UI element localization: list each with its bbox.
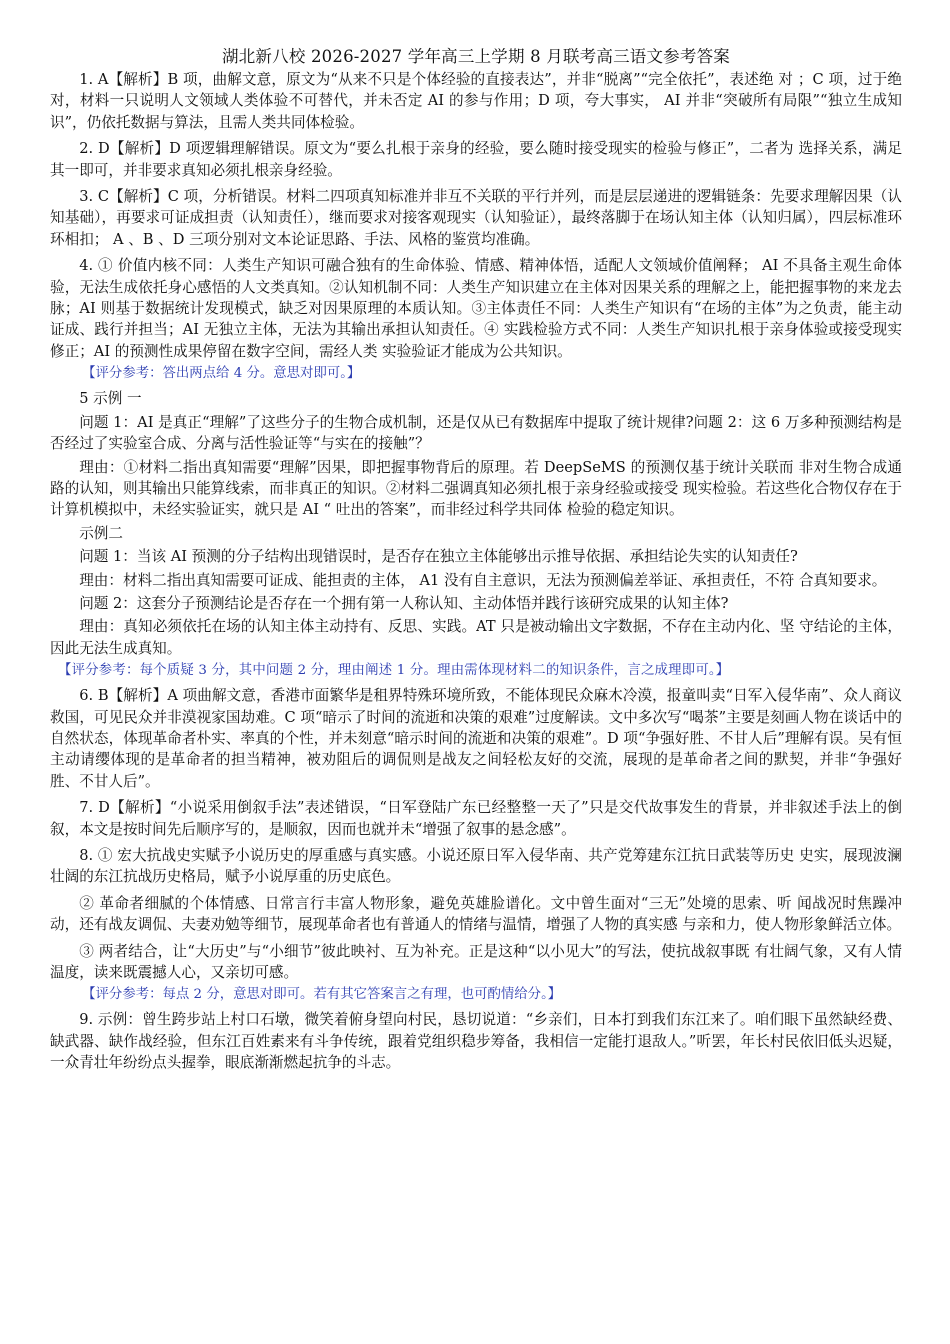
answer-5-ex2-question-1: 问题 1：当该 AI 预测的分子结构出现错误时，是否存在独立主体能够出示推导依据、承担结论失实的认知责任?	[79, 548, 798, 566]
scoring-note-8: 【评分参考：每点 2 分，意思对即可。若有其它答案言之有理，也可酌情给分。】	[82, 987, 562, 1003]
document-title: 湖北新八校 2026-2027 学年高三上学期 8 月联考高三语文参考答案	[222, 47, 730, 66]
answer-5-ex2-reason-1: 理由：材料二指出真知需要可证成、能担责的主体， A1 没有自主意识，无法为预测偏差举证、承担责任，不符 合真知要求。	[79, 571, 887, 589]
answer-8-point-1: 8. ① 宏大抗战史实赋予小说历史的厚重感与真实感。小说还原日军入侵华南、共产党筹建东江抗日武装等历史 史实，展现波澜壮阔的东江抗战历史格局，赋予小说厚重的历史底色。	[50, 847, 902, 886]
answer-5-heading: 5 示例 一	[79, 390, 142, 408]
answer-8-point-3: ③ 两者结合，让“大历史”与“小细节”彼此映衬、互为补充。正是这种“以小见大”的写法，使抗战叙事既 有壮阔气象，又有人情温度，读来既震撼人心，又亲切可感。	[50, 942, 902, 982]
answer-2: 2. D【解析】D 项逻辑理解错误。原文为“要么扎根于亲身的经验，要么随时接受现实的检验与修正”，二者为 选择关系，满足其一即可，并非要求真知必须扎根亲身经验。	[50, 140, 902, 179]
answer-6: 6. B【解析】A 项曲解文意，香港市面繁华是租界特殊环境所致，不能体现民众麻木冷漠，报童叫卖“日军入侵华南”、众人商议救国，可见民众并非漠视家国劫难。C 项“暗示了时间的流逝和决策的艰难”过度解读。文中多次写“喝茶”主要是刻画人物在谈话中的自然状态，体现革命者朴实、率真的个性，并未刻意“暗示时间的流逝和决策的艰难”。D 项“争强好胜、不甘人后”理解有误。吴有恒主动请缨体现的是革命者的担当精神，被劝阻后的调侃则是战友之间轻松友好的交流，展现的是革命者之间的默契，并非“争强好胜、不甘人后”。	[50, 687, 902, 790]
answer-3: 3. C【解析】C 项，分析错误。材料二四项真知标准并非互不关联的平行并列，而是层层递进的逻辑链条：先要求理解因果（认知基础），再要求可证成担责（认知责任），继而要求对接客观现实（认知验证），最终落脚于在场认知主体（认知归属），四层标准环环相扣； A 、B 、D 三项分别对文本论证思路、手法、风格的鉴赏均准确。	[50, 188, 902, 248]
answer-4: 4. ① 价值内核不同：人类生产知识可融合独有的生命体验、情感、精神体悟，适配人文领域价值阐释； AI 不具备主观生命体验，无法生成依托身心感悟的人文类真知。②认知机制不同：人类生产知识建立在主体对因果关系的理解之上，能把握事物的来龙去脉；AI 则基于数据统计发现模式，缺乏对因果原理的本质认知。③主体责任不同：人类生产知识有“在场的主体”为之负责，能主动证成、践行并担当；AI 无独立主体，无法为其输出承担认知责任。④ 实践检验方式不同：人类生产知识扎根于亲身体验或接受现实修正；AI 的预测性成果停留在数字空间，需经人类 实验验证才能成为公共知识。	[50, 257, 902, 360]
answer-8-point-2: ② 革命者细腻的个体情感、日常言行丰富人物形象，避免英雄脸谱化。文中曾生面对“三无”处境的思索、听 闻战况时焦躁冲动，还有战友调侃、夫妻劝勉等细节，展现革命者也有普通人的情绪与温情，增强了人物的真实感 与亲和力，使人物形象鲜活立体。	[50, 894, 902, 934]
scoring-note-5: 【评分参考：每个质疑 3 分，其中问题 2 分，理由阐述 1 分。理由需体现材料二的知识条件，言之成理即可。】	[58, 663, 730, 679]
answer-document	[50, 46, 902, 1079]
answer-9: 9. 示例：曾生跨步站上村口石墩，微笑着俯身望向村民，恳切说道：“乡亲们，日本打到我们东江来了。咱们眼下虽然缺经费、缺武器、缺作战经验，但东江百姓素来有斗争传统，跟着党组织稳步筹备，我相信一定能打退敌人。”听罢，年长村民依旧低头迟疑，一众青壮年纷纷点头握拳，眼底渐渐燃起抗争的斗志。	[50, 1011, 902, 1072]
scoring-note-4: 【评分参考：答出两点给 4 分。意思对即可。】	[82, 366, 361, 382]
answer-5-ex2-question-2: 问题 2：这套分子预测结论是否存在一个拥有第一人称认知、主动体悟并践行该研究成果的认知主体?	[79, 594, 729, 612]
answer-5-ex2-reason-2: 理由：真知必须依托在场的认知主体主动持有、反思、实践。AT 只是被动输出文字数据，不存在主动内化、坚 守结论的主体，因此无法生成真知。	[50, 618, 902, 657]
answer-5-ex1-question: 问题 1：AI 是真正“理解”了这些分子的生物合成机制，还是仅从已有数据库中提取了统计规律?问题 2：这 6 万多种预测结构是否经过了实验室合成、分离与活性验证等“与实在的接触”？	[50, 413, 902, 453]
answer-1: 1. A【解析】B 项，曲解文意，原文为“从来不只是个体经验的直接表达”，并非“脱离”“完全依托”，表述绝 对 ；C 项，过于绝对，材料一只说明人文领域人类体验不可替代，并未否定 AI 的参与作用；D 项，夸大事实， AI 并非“突破所有局限”“独立生成知识”，仍依托数据与算法，且需人类共同体检验。	[50, 71, 902, 131]
answer-7: 7. D【解析】“小说采用倒叙手法”表述错误，“日军登陆广东已经整整一天了”只是交代故事发生的背景，并非叙述手法上的倒叙，本文是按时间先后顺序写的，是顺叙，因而也就并未“增强了叙事的悬念感”。	[50, 799, 902, 838]
answer-5-ex2-heading: 示例二	[79, 524, 123, 542]
answer-5-ex1-reason: 理由：①材料二指出真知需要“理解”因果，即把握事物背后的原理。若 DeepSeMS 的预测仅基于统计关联而 非对生物合成通路的认知，则其输出只能算线索，而非真正的知识。②材料二强调真知必须扎根于亲身经验或接受 现实检验。若这些化合物仅存在于计算机模拟中，未经实验证实，就只是 AI “ 吐出的答案”，而非经过科学共同体 检验的稳定知识。	[50, 458, 902, 519]
